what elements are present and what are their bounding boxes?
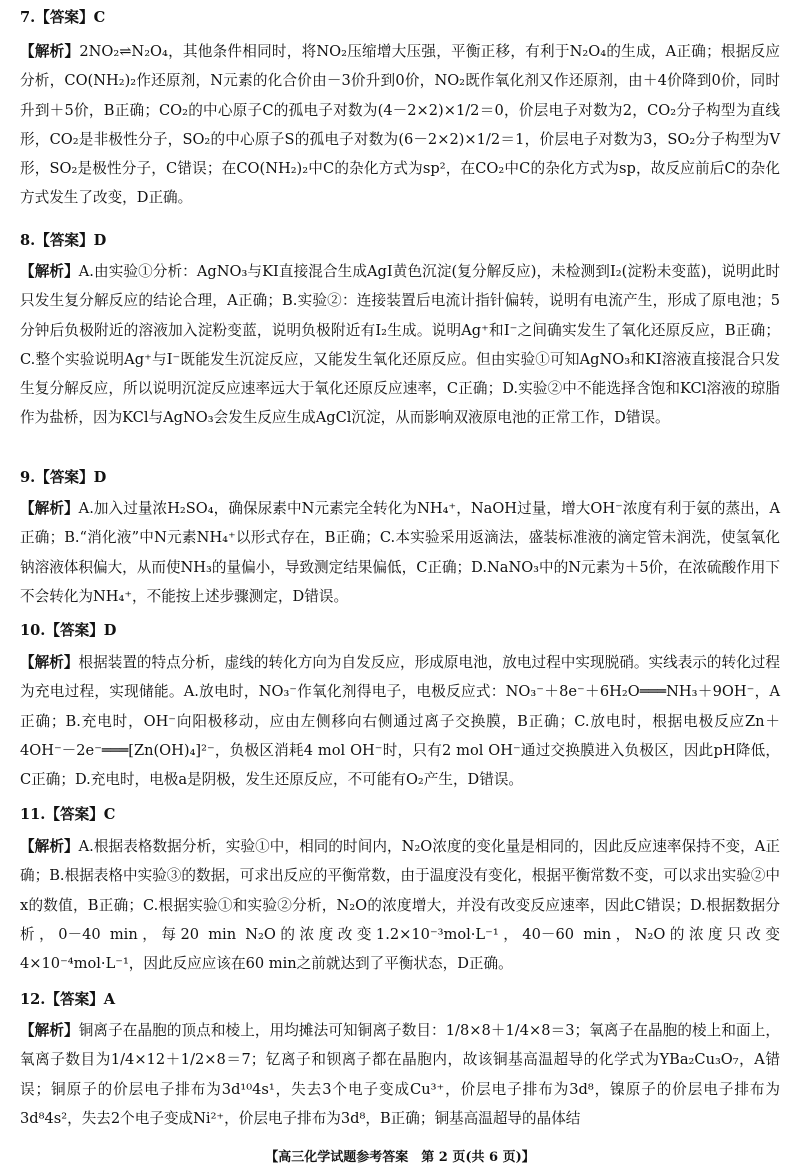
explanation-9: [20, 494, 780, 611]
answer-7: 7.【答案】C: [20, 9, 106, 26]
answer-11: 11.【答案】C: [20, 806, 116, 823]
answer-10: 10.【答案】D: [20, 622, 117, 639]
explanation-text-10: 根据装置的特点分析，虚线的转化方向为自发反应，形成原电池，放电过程中实现脱硝。实线表示的转化过程为充电过程，实现储能。A.放电时，NO₃⁻作氧化剂得电子，电极反应式：NO₃⁻＋8e⁻＋6H₂O═══NH₃＋9OH⁻，A正确；B.充电时，OH⁻向阳极移动，应由左侧移向右侧通过离子交换膜，B正确；C.放电时，根据电极反应Zn＋4OH⁻－2e⁻═══[Zn(OH)₄]²⁻，负极区消耗4 mol OH⁻时，只有2 mol OH⁻通过交换膜进入负极区，因此pH降低，C正确；D.充电时，电极a是阴极，发生还原反应，不可能有O₂产生，D错误。: [20, 654, 780, 789]
answer-9: 9.【答案】D: [20, 469, 107, 486]
explanation-label-9: 【解析】: [20, 500, 79, 517]
explanation-12: [20, 1016, 780, 1133]
explanation-text-7: 2NO₂⇌N₂O₄，其他条件相同时，将NO₂压缩增大压强，平衡正移，有利于N₂O₄的生成，A正确；根据反应分析，CO(NH₂)₂作还原剂，N元素的化合价由－3价升到0价，NO₂既作氧化剂又作还原剂，由＋4价降到0价，同时升到＋5价，B正确；CO₂的中心原子C的孤电子对数为(4－2×2)×1/2＝0，价层电子对数为2，CO₂分子构型为直线形，CO₂是非极性分子，SO₂的中心原子S的孤电子对数为(6－2×2)×1/2＝1，价层电子对数为3，SO₂分子构型为V形，SO₂是极性分子，C错误；在CO(NH₂)₂中C的杂化方式为sp²，在CO₂中C的杂化方式为sp，故反应前后C的杂化方式发生了改变，D正确。: [20, 43, 780, 207]
answer-8: 8.【答案】D: [20, 232, 107, 249]
explanation-text-11: A.根据表格数据分析，实验①中，相同的时间内，N₂O浓度的变化量是相同的，因此反应速率保持不变，A正确；B.根据表格中实验③的数据，可求出反应的平衡常数，由于温度没有变化，根据平衡常数不变，可以求出实验②中x的数值，B正确；C.根据实验①和实验②分析，N₂O的浓度增大，并没有改变反应速率，因此C错误；D.根据数据分析，0－40 min，每20 min N₂O的浓度改变1.2×10⁻³mol·L⁻¹，40－60 min，N₂O的浓度只改变4×10⁻⁴mol·L⁻¹，因此反应应该在60 min之前就达到了平衡状态，D正确。: [20, 838, 780, 973]
explanation-8: [20, 257, 780, 433]
explanation-label-12: 【解析】: [20, 1022, 79, 1039]
explanation-label-8: 【解析】: [20, 263, 79, 280]
explanation-7: [20, 37, 780, 213]
explanation-text-12: 铜离子在晶胞的顶点和棱上，用均摊法可知铜离子数目：1/8×8＋1/4×8＝3；氧离子在晶胞的棱上和面上，氧离子数目为1/4×12＋1/2×8＝7；钇离子和钡离子都在晶胞内，故该铜基高温超导的化学式为YBa₂Cu₃O₇，A错误；铜原子的价层电子排布为3d¹⁰4s¹，失去3个电子变成Cu³⁺，价层电子排布为3d⁸，镍原子的价层电子排布为3d⁸4s²，失去2个电子变成Ni²⁺，价层电子排布为3d⁸，B正确；铜基高温超导的晶体结: [20, 1022, 780, 1127]
answer-12: 12.【答案】A: [20, 991, 116, 1008]
page-footer: 【高三化学试题参考答案 第 2 页(共 6 页)】: [265, 1150, 535, 1165]
explanation-10: [20, 648, 780, 794]
explanation-text-8: A.由实验①分析：AgNO₃与KI直接混合生成AgI黄色沉淀(复分解反应)，未检测到I₂(淀粉未变蓝)，说明此时只发生复分解反应的结论合理，A正确；B.实验②：连接装置后电流计指针偏转，说明有电流产生，形成了原电池；5分钟后负极附近的溶液加入淀粉变蓝，说明负极附近有I₂生成。说明Ag⁺和I⁻之间确实发生了氧化还原反应，B正确；C.整个实验说明Ag⁺与I⁻既能发生沉淀反应，又能发生氧化还原反应。但由实验①可知AgNO₃和KI溶液直接混合只发生复分解反应，所以说明沉淀反应速率远大于氧化还原反应速率，C正确；D.实验②中不能选择含饱和KCl溶液的琼脂作为盐桥，因为KCl与AgNO₃会发生反应生成AgCl沉淀，从而影响双液原电池的正常工作，D错误。: [20, 263, 780, 427]
explanation-label-10: 【解析】: [20, 654, 79, 671]
explanation-label-11: 【解析】: [20, 838, 79, 855]
explanation-label-7: 【解析】: [20, 43, 80, 60]
explanation-11: [20, 832, 780, 978]
explanation-text-9: A.加入过量浓H₂SO₄，确保尿素中N元素完全转化为NH₄⁺，NaOH过量，增大OH⁻浓度有利于氨的蒸出，A正确；B.“消化液”中N元素NH₄⁺以形式存在，B正确；C.本实验采用返滴法，盛装标准液的滴定管未润洗，使氢氧化钠溶液体积偏大，从而使NH₃的量偏小，导致测定结果偏低，C正确；D.NaNO₃中的N元素为＋5价，在浓硫酸作用下不会转化为NH₄⁺，不能按上述步骤测定，D错误。: [20, 500, 780, 605]
